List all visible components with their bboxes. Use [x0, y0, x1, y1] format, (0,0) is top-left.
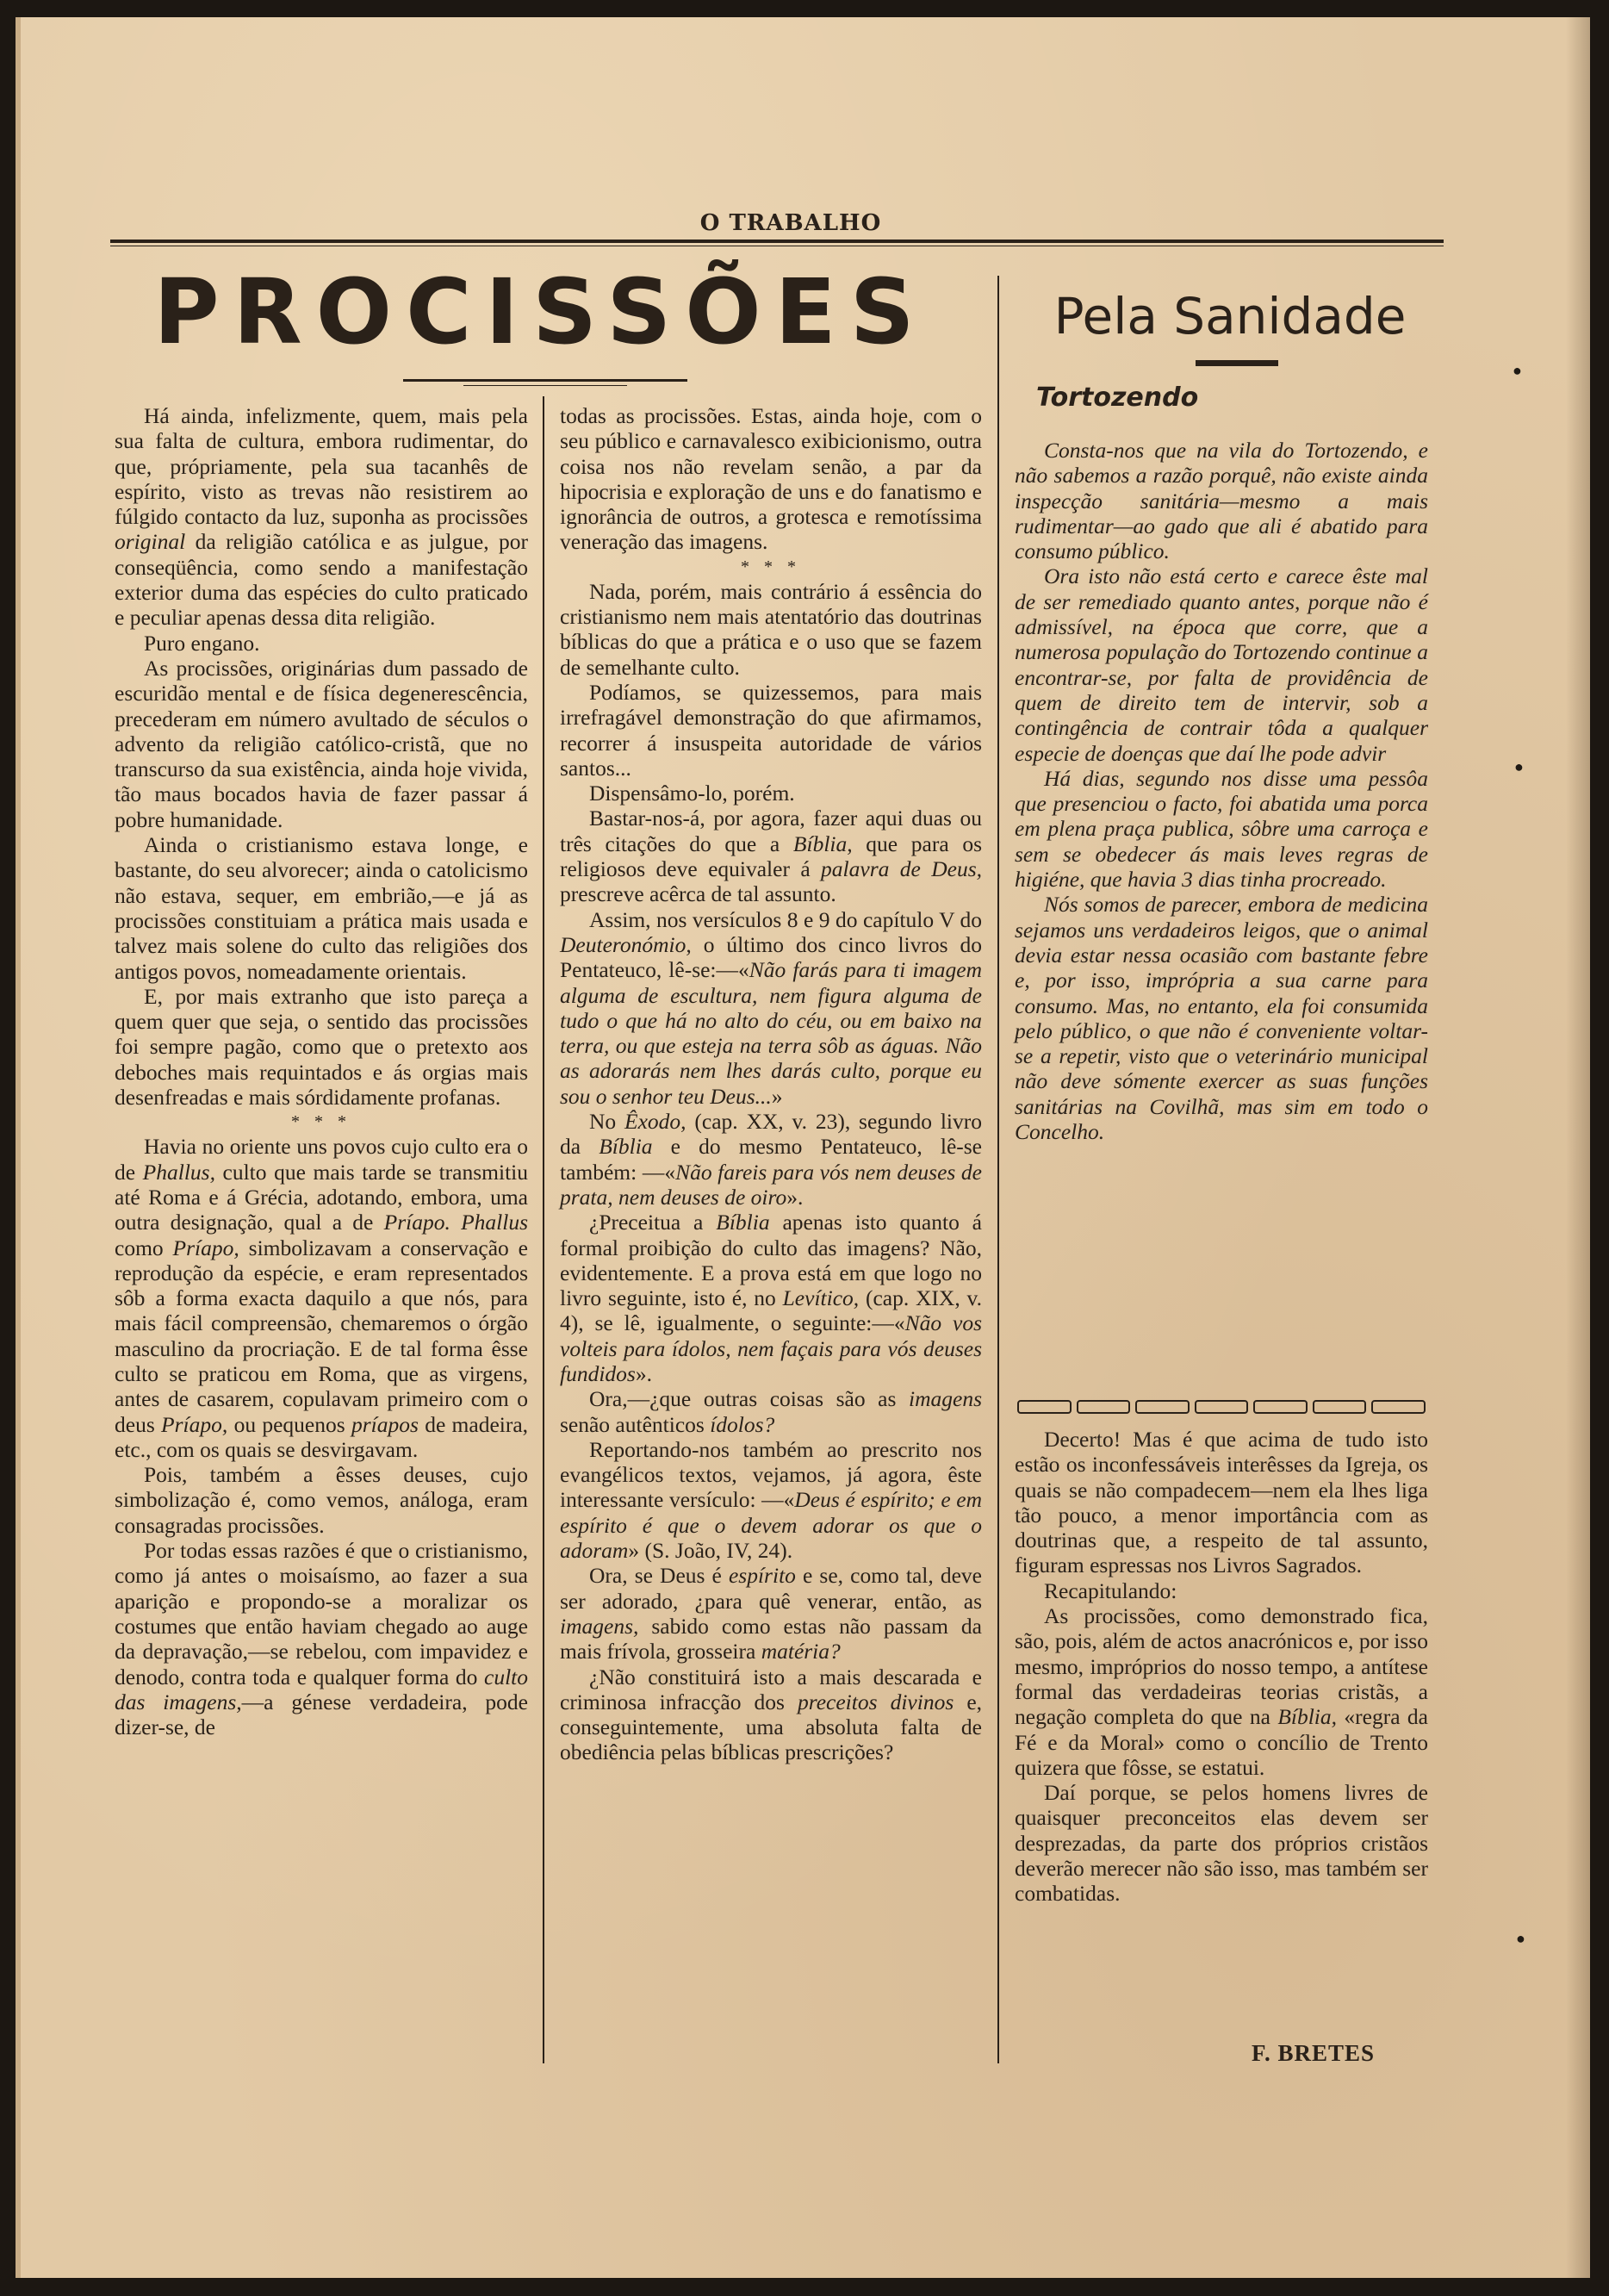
page-right-shadow: [1566, 17, 1590, 2278]
section-title-bar: [1196, 360, 1278, 366]
pinhole-mark: ●: [1516, 1930, 1525, 1947]
paragraph: Há ainda, infelizmente, quem, mais pela sua falta de cultura, embora rudimentar, do que, própriamente, pela sua tacanhês de espírito, visto as trevas não resistirem ao fúlgido contacto da luz, suponha as procissões original da religião católica e as julgue, por conseqüência, como sendo a manifestação exterior duma das espécies do culto praticado e peculiar apenas dessa dita religião.: [115, 403, 528, 631]
pinhole-mark: ●: [1513, 362, 1522, 379]
paragraph: Ora,—¿que outras coisas são as imagens senão autênticos ídolos?: [560, 1386, 982, 1437]
section-stars: * * *: [741, 557, 801, 576]
paragraph: ¿Preceitua a Bíblia apenas isto quanto á formal proibição do culto das imagens? Não, evidentemente. E a prova está em que logo no livro seguinte, isto é, no Levítico, (cap. XIX, v. 4), se lê, igualmente, o seguinte:—«Não vos volteis para ídolos, nem façais para vós deuses fundidos».: [560, 1210, 983, 1386]
headline-rule: [403, 379, 687, 382]
newspaper-page: [16, 17, 1590, 2278]
paragraph: Por todas essas razões é que o cristianismo, como já antes o moisaísmo, ao fazer a sua aparição e propondo-se a moralizar os costumes que então haviam chegado ao auge da depravação,—se rebelou, com impavidez e denodo, contra toda e qualquer forma do culto das imagens,—a génese verdadeira, pode dizer-se, de: [115, 1538, 529, 1740]
article-column-2: [560, 403, 982, 1765]
section-title: Pela Sanidade: [1053, 287, 1407, 345]
paragraph: Decerto! Mas é que acima de tudo isto estão os inconfessáveis interêsses da Igreja, os quais se não compadecem—nem ela lhes liga tão pouco, a menor importância com as doutrinas que, a respeito de tal assunto, figuram espressas nos Livros Sagrados.: [1015, 1427, 1428, 1578]
masthead: O TRABALHO: [699, 210, 882, 236]
paragraph: Bastar-nos-á, por agora, fazer aqui duas ou três citações do que a Bíblia, que para os religiosos deve equivaler á palavra de Deus, prescreve acêrca de tal assunto.: [560, 806, 982, 907]
paragraph: Ainda o cristianismo estava longe, e bastante, do seu alvorecer; ainda o catolicismo não estava, sequer, em embrião,—e já as procissões constituiam a prática mais usada e talvez mais solene do culto das religiões dos antigos povos, nomeadamente orientais.: [115, 832, 528, 984]
paragraph: todas as procissões. Estas, ainda hoje, com o seu público e carnavalesco exibicionismo, outra coisa nos não revelam senão, a par da hipocrisia e exploração de uns e do fanatismo e ignorância de outros, a grotesca e remotíssima veneração das imagens.: [560, 403, 982, 555]
paragraph: As procissões, como demonstrado fica, são, pois, além de actos anacrónicos e, por isso mesmo, impróprios do nosso tempo, a antítese formal das verdadeiras teorias cristãs, a negação completa do que na Bíblia, «regra da Fé e da Moral» como o concílio de Trento quizera que fôsse, se estatui.: [1015, 1603, 1428, 1780]
column-divider-2: [997, 276, 999, 2063]
paragraph: Podíamos, se quizessemos, para mais irrefragável demonstração do que afirmamos, recorrer á insuspeita autoridade de vários santos...: [560, 679, 982, 781]
paragraph: Assim, nos versículos 8 e 9 do capítulo V do Deuteronómio, o último dos cinco livros do Pentateuco, lê-se:—«Não farás para ti imagem alguma de escultura, nem figura alguma de tudo o que há no alto do céu, ou em baixo na terra, ou que esteja na terra sôb as águas. Não as adorarás nem lhes darás culto, porque eu sou o senhor teu Deus...»: [560, 906, 982, 1109]
paragraph: Havia no oriente uns povos cujo culto era o de Phallus, culto que mais tarde se transmitiu até Roma e á Grécia, adotando, embora, uma outra designação, qual a de Príapo. Phallus como Príapo, simbolizavam a conservação e reprodução da espécie, e eram representados sôb a forma exacta daquilo a que nós, para mais fácil compreensão, chemaremos o órgão masculino da procriação. E de tal forma êsse culto se praticou em Roma, que as virgens, antes de casarem, copulavam primeiro com o deus Príapo, ou pequenos príapos de madeira, etc., com os quais se desvirgavam.: [115, 1134, 529, 1462]
article-column-1: [115, 403, 528, 1739]
paragraph: Dispensâmo-lo, porém.: [589, 781, 795, 806]
paragraph: Recapitulando:: [1044, 1577, 1177, 1603]
section-subtitle: Tortozendo: [1036, 383, 1199, 413]
article-column-3: [1015, 1427, 1428, 1907]
ornamental-divider: [1015, 1396, 1428, 1418]
article-column-3-italic: [1015, 438, 1428, 1144]
paragraph: No Êxodo, (cap. XX, v. 23), segundo livro da Bíblia e do mesmo Pentateuco, lê-se também: —«Não fareis para vós nem deuses de prata, nem deuses de oiro».: [560, 1109, 983, 1210]
paragraph: Reportando-nos também ao prescrito nos evangélicos textos, vejamos, já agora, êste interessante versículo: —«Deus é espírito; e em espírito é que o devem adorar os que o adoram» (S. João, IV, 24).: [560, 1436, 982, 1564]
paragraph: Daí porque, se pelos homens livres de quaisquer preconceitos elas devem ser desprezadas, da parte dos próprios cristãos deverão merecer não são isso, mas também ser combatidas.: [1015, 1780, 1428, 1907]
author-signature: F. BRETES: [1252, 2040, 1376, 2066]
paragraph: As procissões, originárias dum passado de escuridão mental e de física degenerescência, precederam em número avultado de séculos o advento da religião católico-cristã, que no transcurso da sua existência, ainda hoje vivida, tão maus bocados havia de fazer passar á pobre humanidade.: [115, 655, 528, 832]
section-stars: * * *: [291, 1112, 351, 1132]
page-left-edge: [16, 17, 21, 2278]
paragraph: Há dias, segundo nos disse uma pessôa que presenciou o facto, foi abatida uma porca em plena praça publica, sôbre uma carroça e sem se obedecer ás mais leves regras de higiéne, que havia 3 dias tinha procreado.: [1015, 765, 1428, 893]
paragraph: ¿Não constituirá isto a mais descarada e criminosa infracção dos preceitos divinos e, conseguintemente, uma absoluta falta de obediência pelas bíblicas prescrições?: [560, 1664, 983, 1765]
paragraph: Ora isto não está certo e carece êste mal de ser remediado quanto antes, porque não é admissível, na época que corre, que a numerosa população do Tortozendo continue a encontrar-se, por falta de providência de quem de direito tem de intervir, sob a contingência de contrair tôda a qualquer especie de doenças que daí lhe pode advir: [1015, 563, 1428, 766]
paragraph: Nós somos de parecer, embora de medicina sejamos uns verdadeiros leigos, que o animal devia estar nessa ocasião com bastante febre e, por isso, imprópria a sua carne para consumo. Mas, no entanto, ela foi consumida pelo público, o que não é conveniente voltar-se a repetir, visto que o veterinário municipal não deve sómente exercer as suas funções sanitárias na Covilhã, mas sim em todo o Concelho.: [1015, 892, 1428, 1145]
paragraph: Nada, porém, mais contrário á essência do cristianismo nem mais atentatório das doutrinas bíblicas do que a prática e o uso que se fazem de semelhante culto.: [560, 578, 982, 680]
paragraph: Consta-nos que na vila do Tortozendo, e não sabemos a razão porquê, não existe ainda inspecção sanitária—mesmo a mais rudimentar—ao gado que ali é abatido para consumo público.: [1015, 438, 1428, 564]
masthead-rule: [110, 240, 1444, 243]
paragraph: Pois, também a êsses deuses, cujo simbolização é, como vemos, análoga, eram consagradas procissões.: [115, 1462, 528, 1538]
headline: PROCISSÕES: [153, 259, 929, 364]
paragraph: E, por mais extranho que isto pareça a quem quer que seja, o sentido das procissões foi sempre pagão, como que o pretexto aos deboches mais requintados e ás orgias mais desenfreadas e mais sórdidamente profanas.: [115, 983, 528, 1111]
column-divider-1: [543, 396, 544, 2063]
pinhole-mark: ●: [1514, 758, 1524, 775]
headline-rule-thin: [463, 385, 627, 386]
paragraph: Puro engano.: [144, 630, 260, 656]
paragraph: Ora, se Deus é espírito e se, como tal, deve ser adorado, ¿para quê venerar, então, as imagens, sabido como estas não passam da mais frívola, grosseira matéria?: [560, 1563, 983, 1664]
